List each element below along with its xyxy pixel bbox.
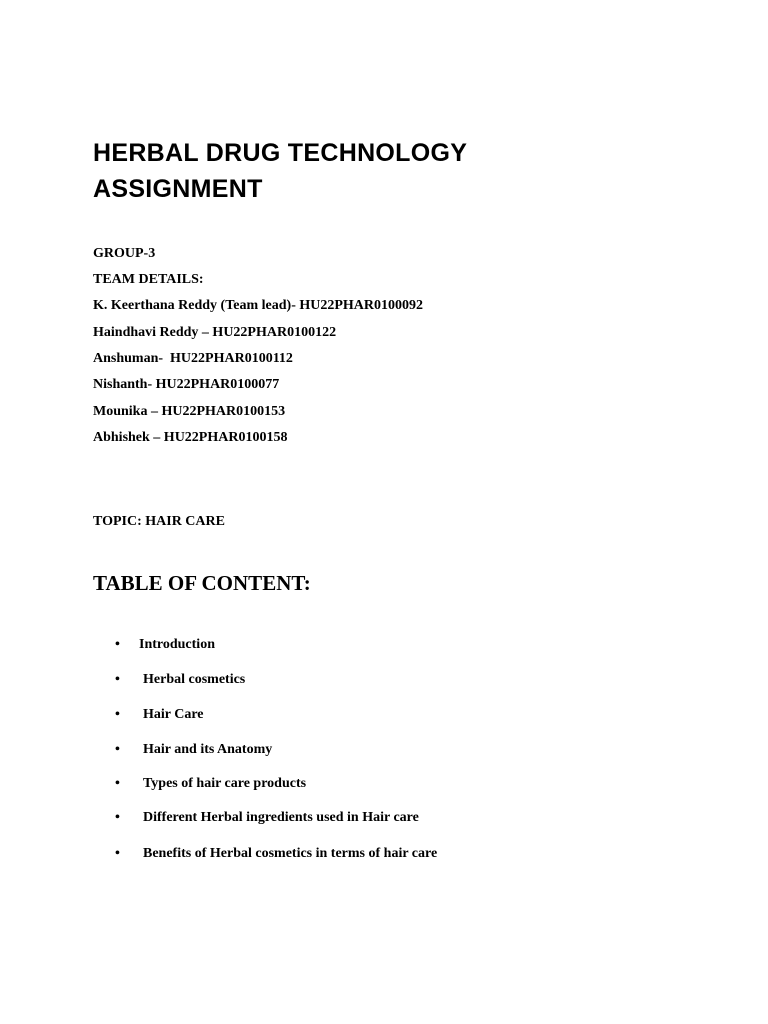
group-label: GROUP-3 (93, 246, 156, 261)
topic-line: TOPIC: HAIR CARE (93, 514, 225, 529)
team-member: K. Keerthana Reddy (Team lead)- HU22PHAR0100092 (93, 298, 424, 313)
bullet-icon: • (115, 742, 120, 757)
toc-item-text: Introduction (139, 637, 215, 652)
bullet-icon: • (115, 776, 120, 791)
team-member: Haindhavi Reddy – HU22PHAR0100122 (93, 325, 337, 340)
toc-item-text: Benefits of Herbal cosmetics in terms of hair care (143, 846, 438, 861)
title-line-1: HERBAL DRUG TECHNOLOGY (93, 139, 468, 167)
toc-list-item (115, 774, 307, 794)
bullet-icon: • (115, 846, 120, 861)
team-details-heading: TEAM DETAILS: (93, 272, 204, 287)
toc-list-item (115, 740, 273, 760)
toc-list-item (115, 808, 419, 828)
toc-list-item (115, 705, 204, 725)
bullet-icon: • (115, 810, 120, 825)
toc-list-item (115, 635, 215, 655)
toc-item-text: Herbal cosmetics (143, 672, 246, 687)
bullet-icon: • (115, 707, 120, 722)
toc-item-text: Hair and its Anatomy (143, 742, 273, 757)
team-member: Nishanth- HU22PHAR0100077 (93, 377, 280, 392)
team-member: Mounika – HU22PHAR0100153 (93, 404, 286, 419)
toc-list-item (115, 844, 438, 864)
document-title (93, 135, 467, 207)
toc-item-text: Different Herbal ingredients used in Hair care (143, 810, 419, 825)
team-member: Abhishek – HU22PHAR0100158 (93, 430, 288, 445)
bullet-icon: • (115, 637, 120, 652)
toc-list-item (115, 670, 246, 690)
toc-item-text: Hair Care (143, 707, 204, 722)
toc-heading: TABLE OF CONTENT: (93, 571, 311, 595)
toc-item-text: Types of hair care products (143, 776, 307, 791)
bullet-icon: • (115, 672, 120, 687)
team-member: Anshuman- HU22PHAR0100112 (93, 351, 293, 366)
title-line-2: ASSIGNMENT (93, 175, 263, 203)
